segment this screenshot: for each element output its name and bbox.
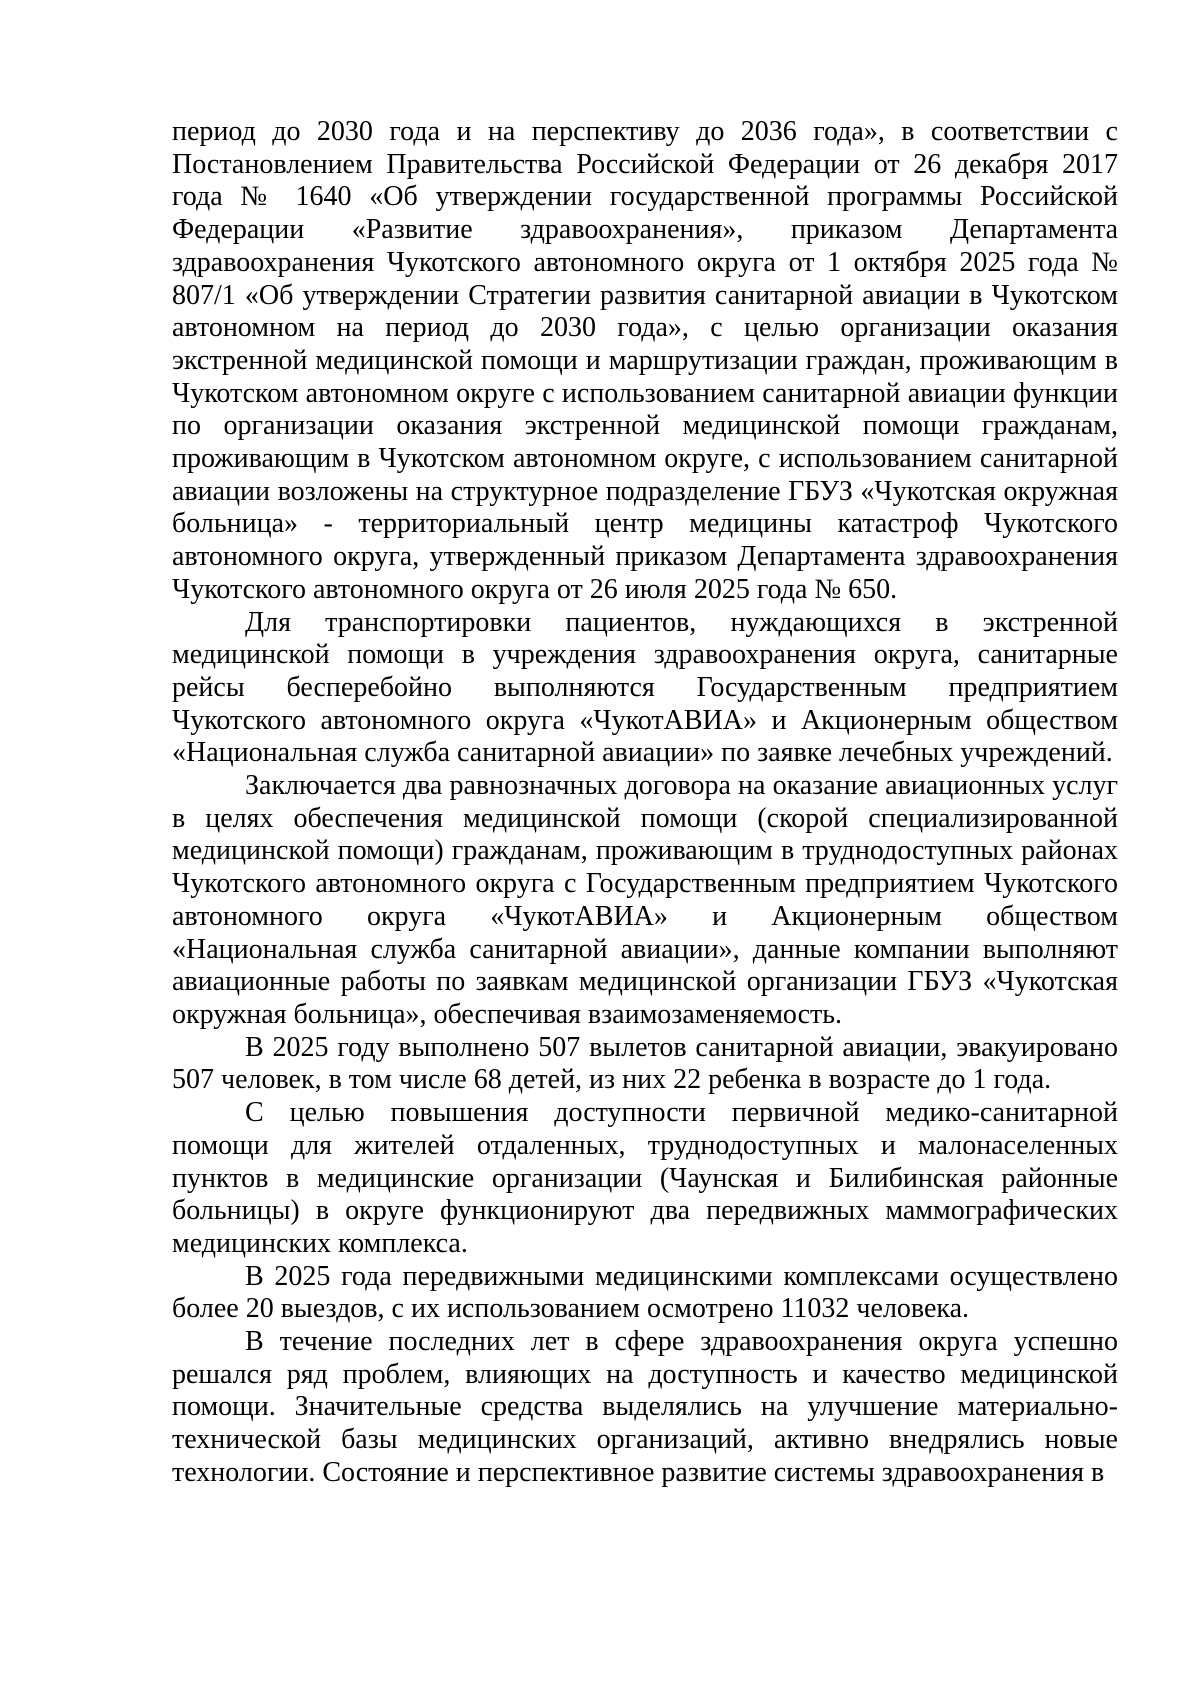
paragraph-aviation-contracts: Заключается два равнозначных договора на оказание авиационных услуг в целях обеспечения медицинской помощи (скорой специализированной медицинской помощи) гражданам, проживающим в труднодоступных районах Чукотского автономного округа с Государственным предприятием Чукотского автономного округа «ЧукотАВИА» и Акционерным обществом «Национальная служба санитарной авиации», данные компании выполняют авиационные работы по заявкам медицинской организации ГБУЗ «Чукотская окружная больница», обеспечивая взаимозаменяемость. (172, 770, 1118, 1030)
paragraph-flights-2025: В 2025 году выполнено 507 вылетов санитарной авиации, эвакуировано 507 человек, в том числе 68 детей, из них 22 ребенка в возрасте до 1 года. (172, 1031, 1118, 1096)
paragraph-mobile-complex-trips: В 2025 года передвижными медицинскими комплексами осуществлено более 20 выездов, с их использованием осмотрено 11032 человека. (172, 1260, 1118, 1325)
document-body (172, 116, 1118, 1490)
paragraph-healthcare-development: В течение последних лет в сфере здравоохранения округа успешно решался ряд проблем, влияющих на доступность и качество медицинской помощи. Значительные средства выделялись на улучшение материально-технической базы медицинских организаций, активно внедрялись новые технологии. Состояние и перспективное развитие системы здравоохранения в (172, 1326, 1118, 1488)
paragraph-mobile-mammography: С целью повышения доступности первичной медико-санитарной помощи для жителей отдаленных, труднодоступных и малонаселенных пунктов в медицинские организации (Чаунская и Билибинская районные больницы) в округе функционируют два передвижных маммографических медицинских комплекса. (172, 1097, 1118, 1259)
paragraph-sanitary-aviation-legal-basis: период до 2030 года и на перспективу до 2036 года», в соответствии с Постановлением Правительства Российской Федерации от 26 декабря 2017 года № 1640 «Об утверждении государственной программы Российской Федерации «Развитие здравоохранения», приказом Департамента здравоохранения Чукотского автономного округа от 1 октября 2025 года № 807/1 «Об утверждении Стратегии развития санитарной авиации в Чукотском автономном на период до 2030 года», с целью организации оказания экстренной медицинской помощи и маршрутизации граждан, проживающим в Чукотском автономном округе с использованием санитарной авиации функции по организации оказания экстренной медицинской помощи гражданам, проживающим в Чукотском автономном округе, с использованием санитарной авиации возложены на структурное подразделение ГБУЗ «Чукотская окружная больница» - территориальный центр медицины катастроф Чукотского автономного округа, утвержденный приказом Департамента здравоохранения Чукотского автономного округа от 26 июля 2025 года № 650. (172, 116, 1118, 605)
paragraph-patient-transport: Для транспортировки пациентов, нуждающихся в экстренной медицинской помощи в учреждения здравоохранения округа, санитарные рейсы бесперебойно выполняются Государственным предприятием Чукотского автономного округа «ЧукотАВИА» и Акционерным обществом «Национальная служба санитарной авиации» по заявке лечебных учреждений. (172, 606, 1118, 769)
